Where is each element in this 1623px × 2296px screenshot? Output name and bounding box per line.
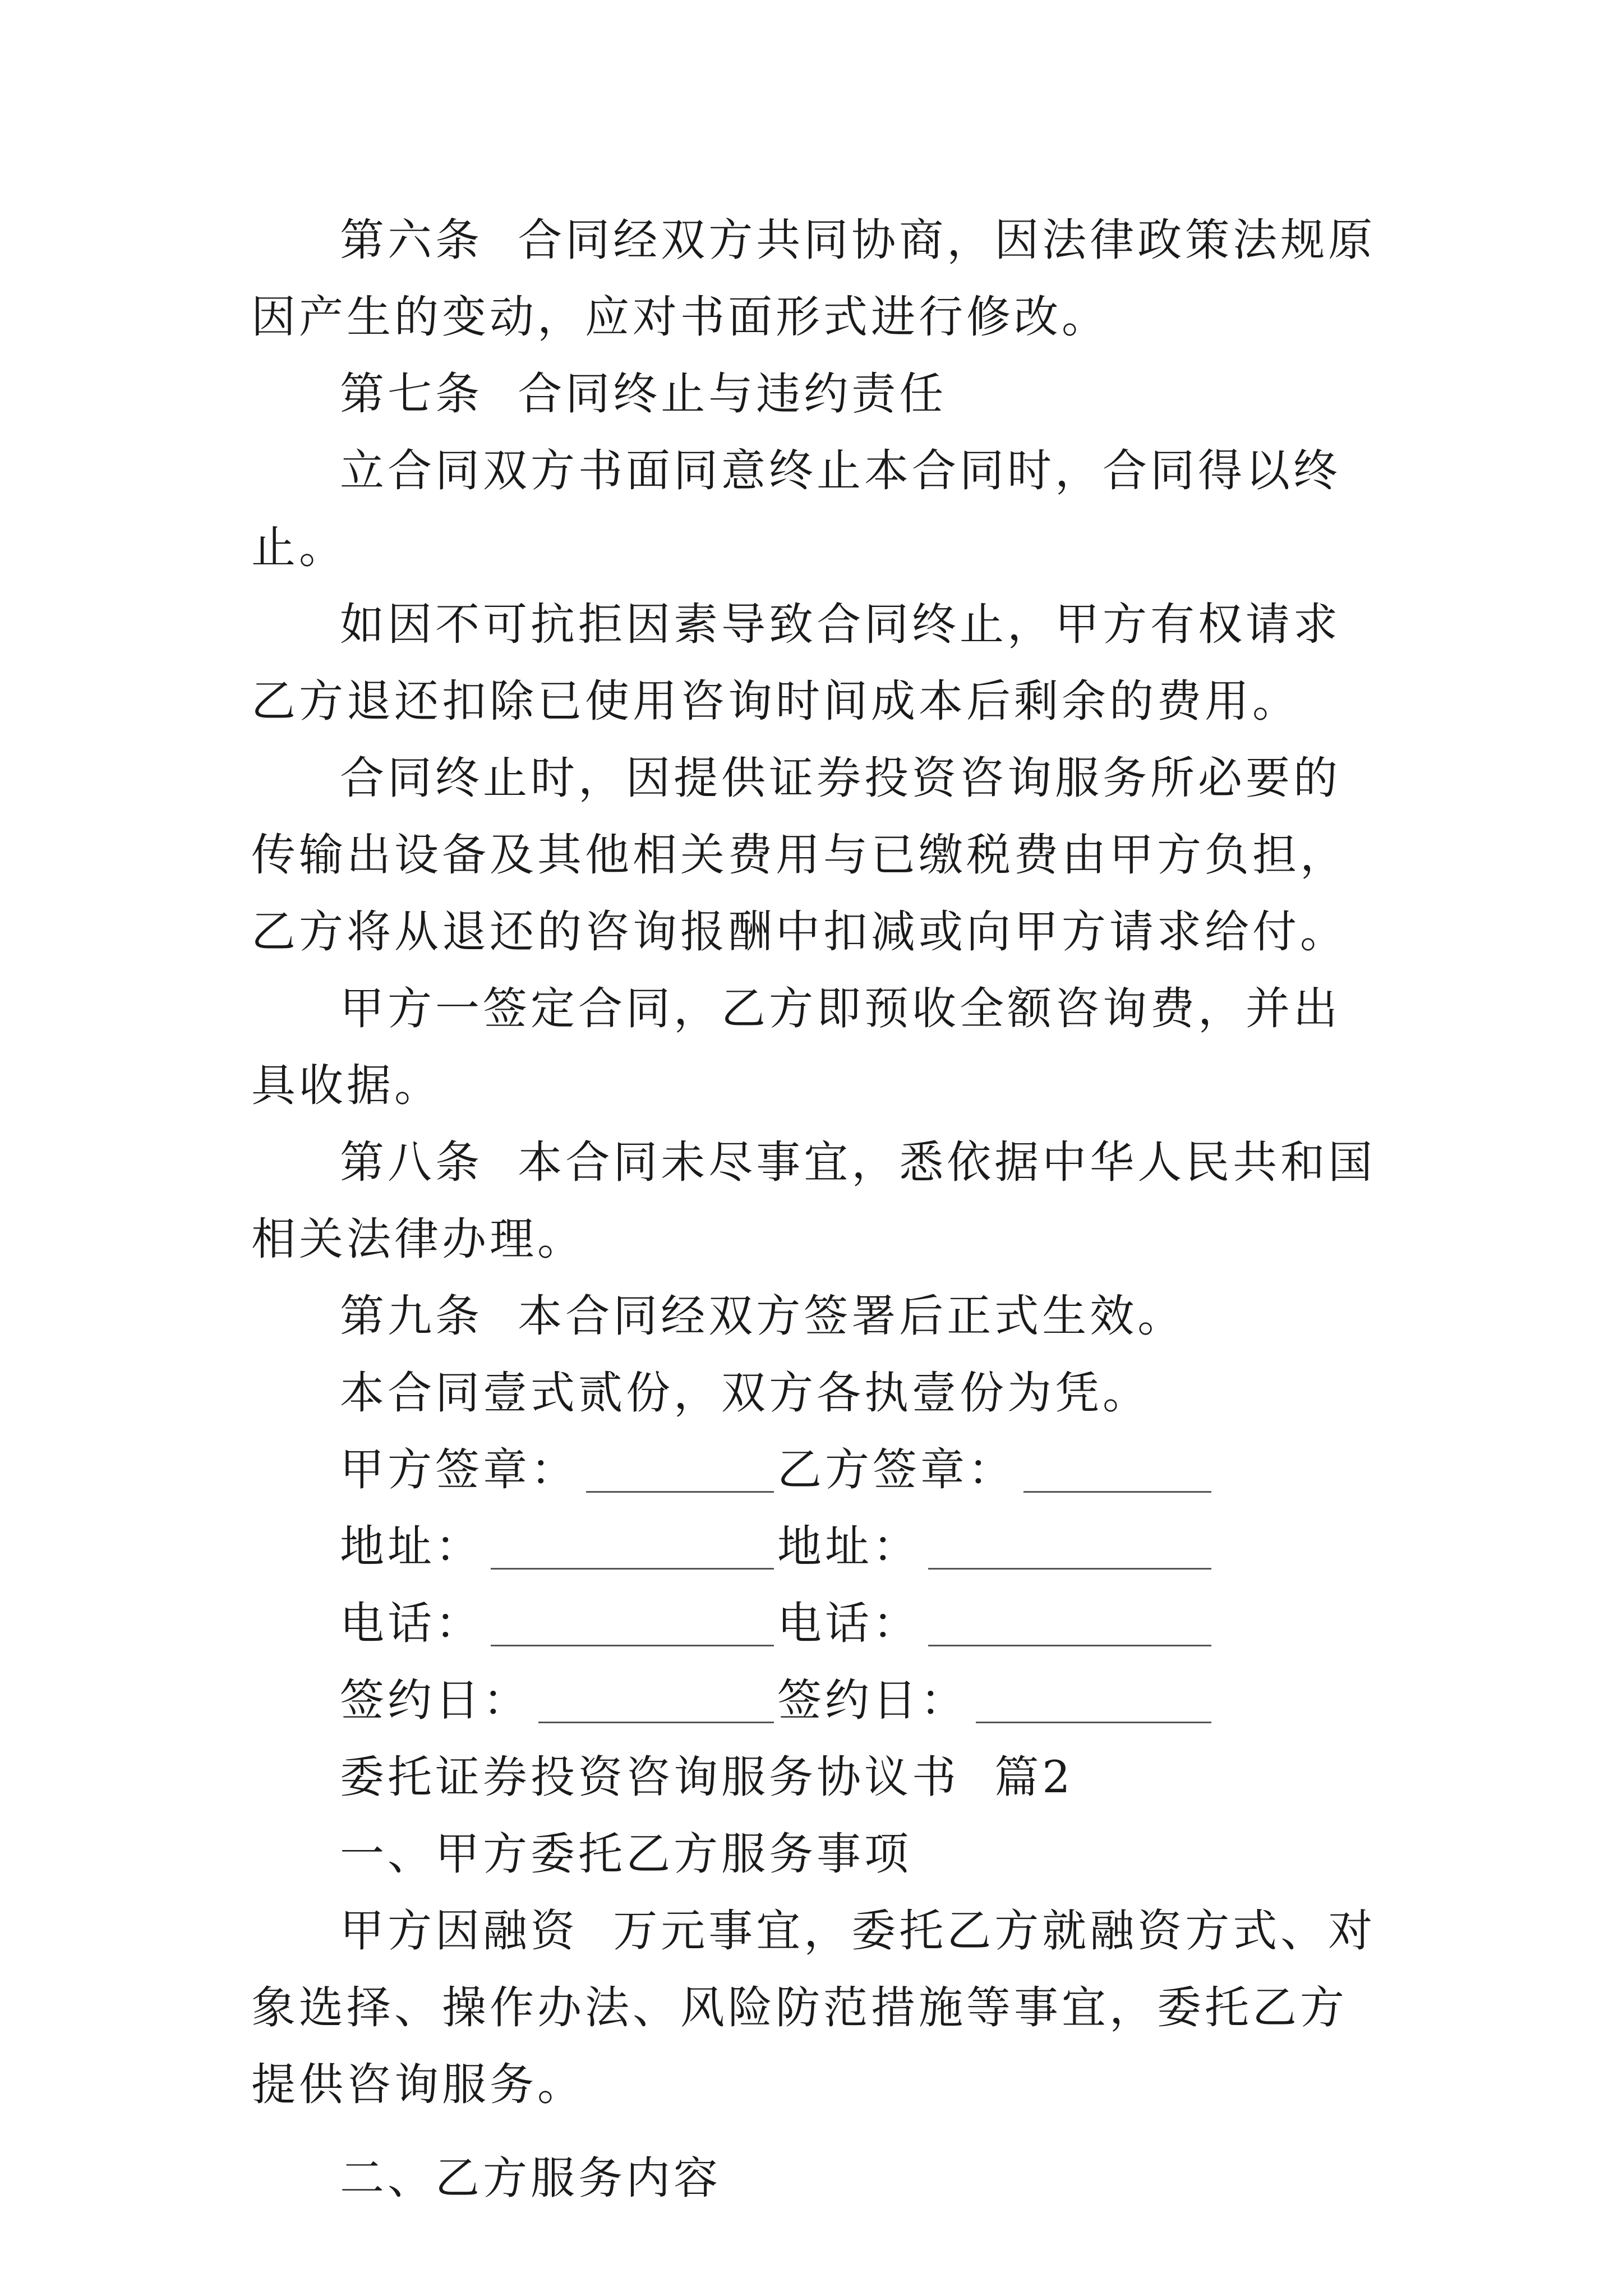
clause-9-paragraph: 第九条 本合同经双方签署后正式生效。 (340, 1290, 1186, 1342)
party-b-address-line[interactable] (928, 1568, 1211, 1570)
copies-paragraph: 本合同壹式贰份，双方各执壹份为凭。 (340, 1367, 1150, 1419)
party-a-phone-label: 电话： (340, 1598, 483, 1649)
party-a-address-label: 地址： (340, 1521, 483, 1572)
prepayment-paragraph: 甲方一签定合同，乙方即预收全额咨询费，并出具收据。 (251, 983, 1341, 1111)
item-2-heading: 二、乙方服务内容 (340, 2152, 721, 2204)
party-b-phone-cell (777, 1585, 1215, 1662)
clause-6-paragraph: 第六条 合同经双方共同协商，因法律政策法规原因产生的变动，应对书面形式进行修改。 (251, 214, 1376, 343)
termination-agreement-paragraph: 立合同双方书面同意终止本合同时，合同得以终止。 (251, 445, 1341, 573)
party-b-address-cell (777, 1508, 1215, 1585)
party-b-signature-label: 乙方签章： (777, 1444, 1016, 1496)
party-a-address-line[interactable] (491, 1568, 774, 1570)
party-b-phone-line[interactable] (928, 1645, 1211, 1646)
phone-row (251, 1585, 1384, 1662)
item-1-paragraph: 甲方因融资 万元事宜，委托乙方就融资方式、对象选择、操作办法、风险防范措施等事宜，委托乙方提供咨询服务。 (251, 1905, 1376, 2110)
party-a-phone-line[interactable] (491, 1645, 774, 1646)
party-b-phone-label: 电话： (777, 1598, 920, 1649)
signature-row (251, 1432, 1384, 1508)
party-b-address-label: 地址： (777, 1521, 920, 1572)
clause-7-heading: 第七条 合同终止与违约责任 (340, 368, 947, 420)
document-body (251, 202, 1384, 2217)
force-majeure-paragraph: 如因不可抗拒因素导致合同终止，甲方有权请求乙方退还扣除已使用咨询时间成本后剩余的费用。 (251, 599, 1341, 727)
party-b-date-label: 签约日： (777, 1674, 968, 1726)
address-row (251, 1508, 1384, 1585)
party-a-signature-cell (340, 1432, 777, 1508)
party-a-date-line[interactable] (538, 1722, 774, 1723)
party-a-date-label: 签约日： (340, 1674, 531, 1726)
clause-8-paragraph: 第八条 本合同未尽事宜，悉依据中华人民共和国相关法律办理。 (251, 1137, 1376, 1265)
party-a-date-cell (340, 1662, 777, 1739)
party-a-address-cell (340, 1508, 777, 1585)
termination-costs-paragraph: 合同终止时，因提供证券投资咨询服务所必要的传输出设备及其他相关费用与已缴税费由甲方负担，乙方将从退还的咨询报酬中扣减或向甲方请求给付。 (251, 752, 1348, 958)
party-a-signature-label: 甲方签章： (340, 1444, 578, 1496)
party-b-date-cell (777, 1662, 1215, 1739)
section-2-title: 委托证券投资咨询服务协议书 篇2 (340, 1751, 1074, 1803)
item-1-heading: 一、甲方委托乙方服务事项 (340, 1828, 912, 1880)
party-b-signature-line[interactable] (1023, 1491, 1211, 1493)
party-b-date-line[interactable] (976, 1722, 1211, 1723)
signing-date-row (251, 1662, 1384, 1739)
party-b-signature-cell (777, 1432, 1215, 1508)
party-a-phone-cell (340, 1585, 777, 1662)
party-a-signature-line[interactable] (586, 1491, 774, 1493)
